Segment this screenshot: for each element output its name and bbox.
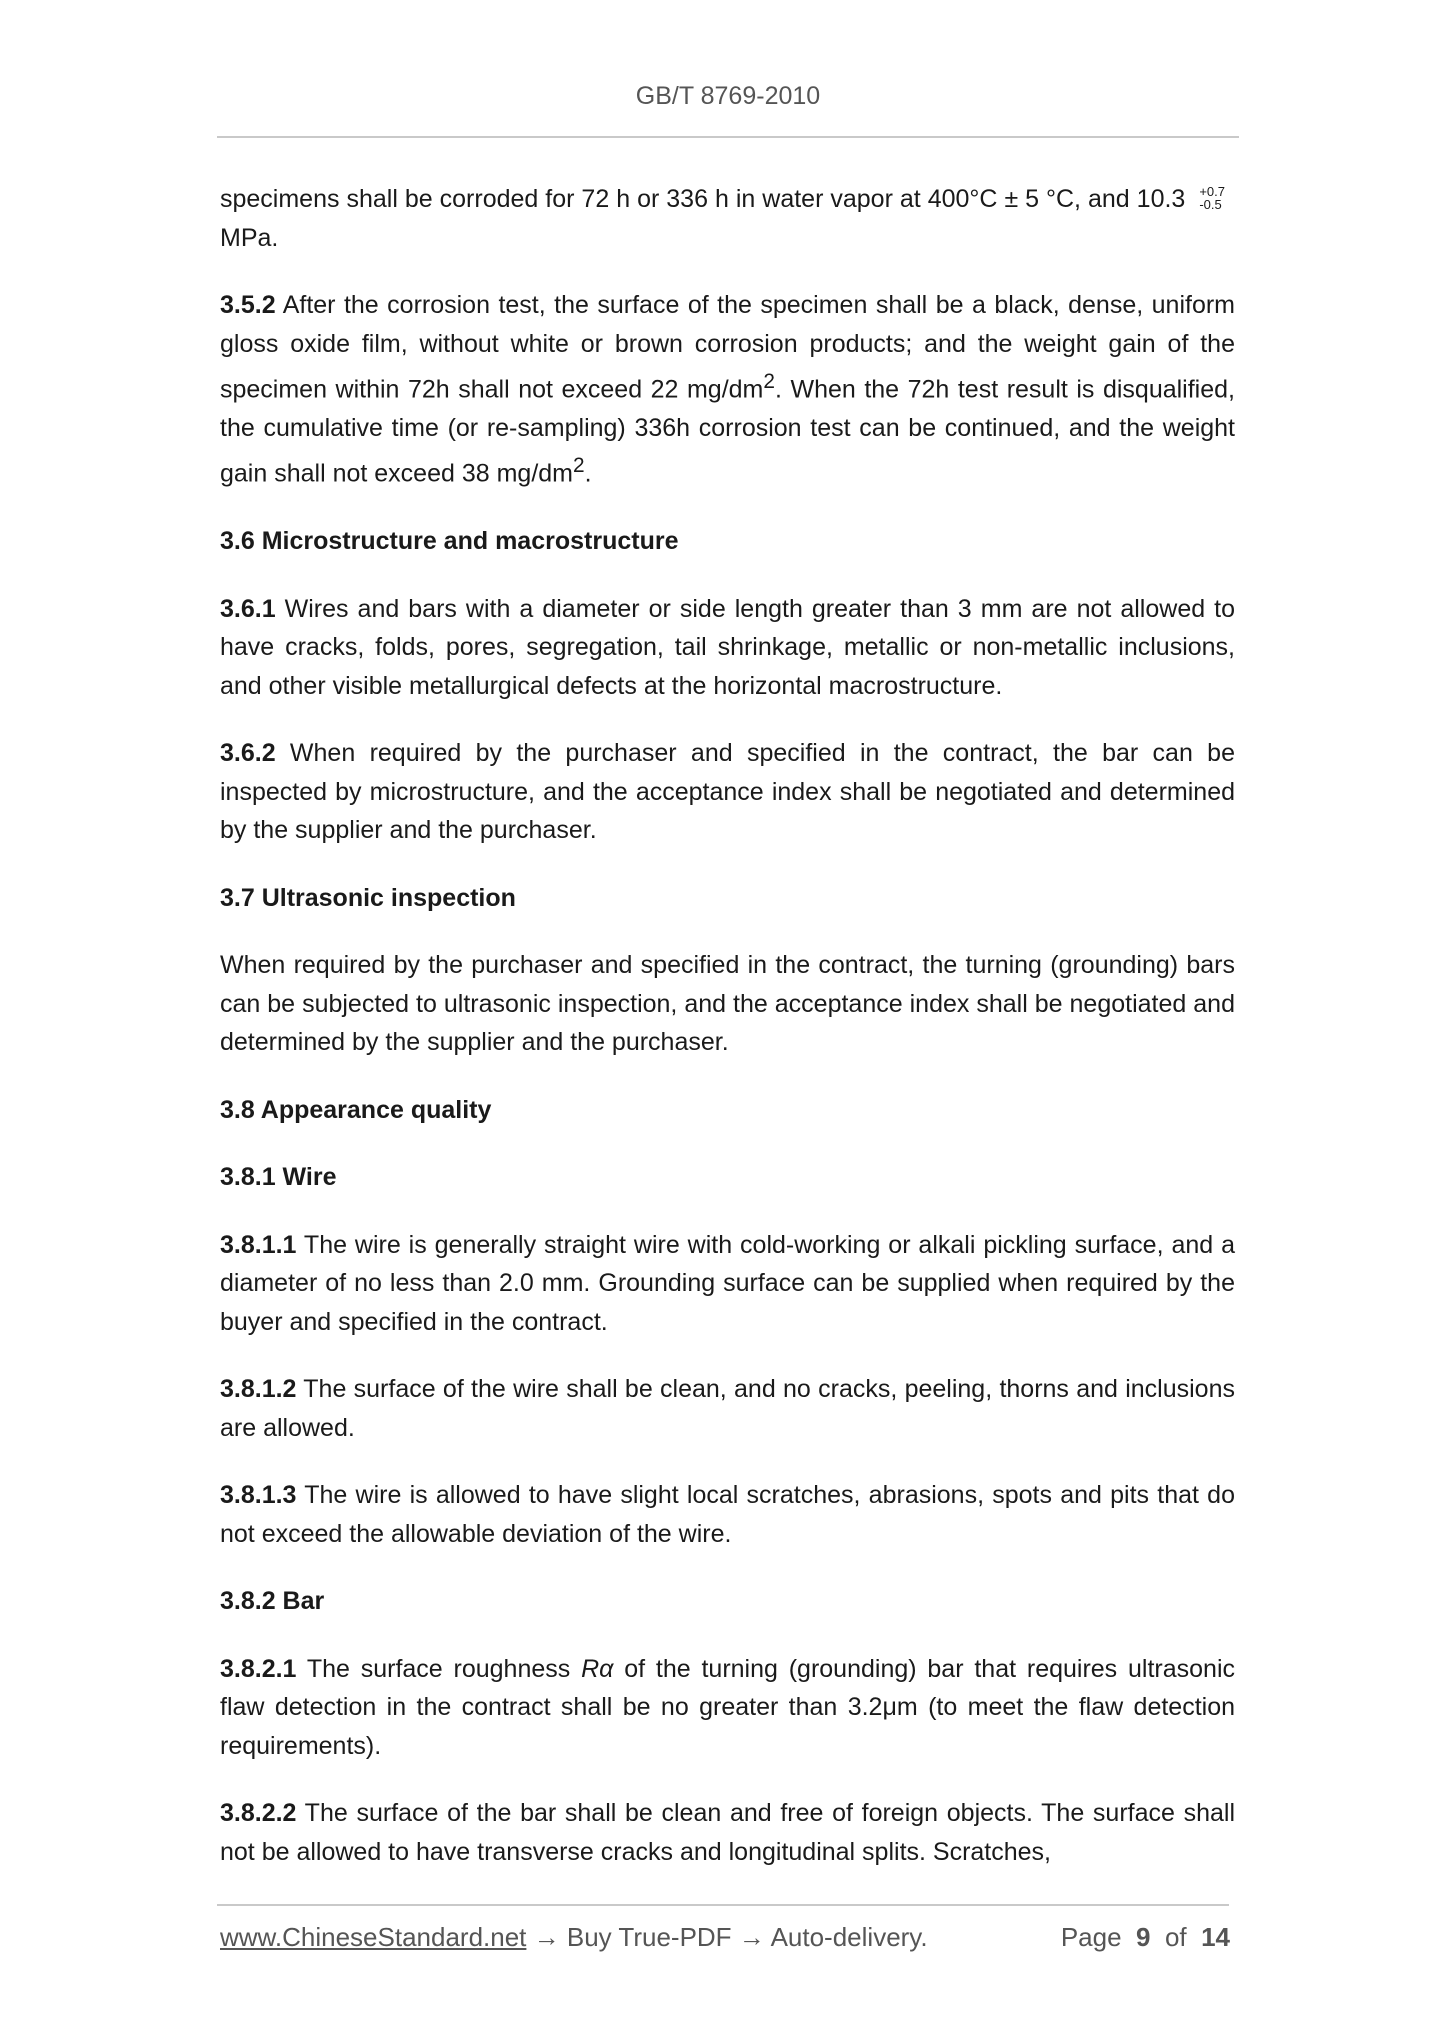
- footer-promo: [220, 1922, 928, 1953]
- superscript: 2: [763, 370, 775, 393]
- clause-number: 3.6.1: [220, 594, 276, 623]
- continuation-text: specimens shall be corroded for 72 h or 336 h in water vapor at 400°C ± 5 °C, and 10.3: [220, 185, 1186, 213]
- clause-number: 3.5.2: [220, 291, 276, 319]
- clause-3-8-2-1: [220, 1650, 1235, 1766]
- clause-text: of the turning (grounding) bar that requires ultrasonic flaw detection in the contract shall be no greater than 3.2μm (to meet the flaw detection requirements).: [220, 1654, 1235, 1760]
- clause-text: . When the 72h test result is disqualified, the cumulative time (or re-sampling) 336h corrosion test can be continued, and the weight gain shall not exceed 38 mg/dm: [220, 375, 1235, 488]
- clause-number: 3.8.1.1: [220, 1230, 297, 1259]
- section-heading-3-8-1: 3.8.1 Wire: [220, 1163, 337, 1192]
- pressure-tolerance: [1199, 185, 1225, 211]
- clause-text: When required by the purchaser and specified in the contract, the bar can be inspected by microstructure, and the acceptance index shall be negotiated and determined by the supplier and the purchaser.: [220, 739, 1235, 845]
- page-label: Page: [1060, 1922, 1122, 1952]
- section-heading-3-6: 3.6 Microstructure and macrostructure: [220, 527, 679, 556]
- clause-text: Wires and bars with a diameter or side length greater than 3 mm are not allowed to have cracks, folds, pores, segregation, tail shrinkage, metallic or non-metallic inclusions, and other visible metallurgical defects at the horizontal macrostructure.: [220, 594, 1235, 700]
- paragraph-3-7: When required by the purchaser and specified in the contract, the turning (grounding) bars can be subjected to ultrasonic inspection, and the acceptance index shall be negotiated and determined by the supplier and the purchaser.: [220, 951, 1235, 1057]
- clause-text: The wire is generally straight wire with cold-working or alkali pickling surface, and a diameter of no less than 2.0 mm. Grounding surface can be supplied when required by the buyer and specified in the contract.: [220, 1230, 1235, 1336]
- footer-divider: [217, 1904, 1229, 1906]
- page-footer: [220, 1922, 1230, 1962]
- tolerance-lower: -0.5: [1199, 197, 1222, 213]
- clause-text: The surface roughness: [296, 1654, 582, 1683]
- superscript: 2: [573, 454, 585, 478]
- clause-text: The surface of the bar shall be clean and free of foreign objects. The surface shall not be allowed to have transverse cracks and longitudinal splits. Scratches,: [220, 1799, 1235, 1866]
- current-page-number: 9: [1136, 1922, 1151, 1952]
- clause-3-8-1-2: [220, 1370, 1235, 1447]
- clause-number: 3.8.2.1: [220, 1654, 297, 1683]
- total-pages-number: 14: [1201, 1922, 1230, 1952]
- website-link[interactable]: www.ChineseStandard.net: [220, 1922, 527, 1952]
- continuation-unit: MPa.: [220, 223, 279, 252]
- promo-text: → Buy True-PDF → Auto-delivery.: [526, 1922, 928, 1952]
- roughness-symbol: Rα: [581, 1654, 614, 1683]
- clause-3-8-1-1: [220, 1226, 1235, 1342]
- clause-3-8-2-2: [220, 1794, 1235, 1871]
- clause-text: The surface of the wire shall be clean, and no cracks, peeling, thorns and inclusions are allowed.: [220, 1375, 1235, 1442]
- clause-number: 3.8.1.3: [220, 1481, 297, 1510]
- paragraph-3-5-1-continuation: [220, 180, 1235, 257]
- header-divider: [217, 136, 1239, 138]
- clause-number: 3.6.2: [220, 739, 276, 768]
- clause-3-5-2: [220, 286, 1235, 493]
- clause-number: 3.8.1.2: [220, 1375, 297, 1404]
- of-label: of: [1164, 1922, 1187, 1952]
- clause-3-6-2: [220, 734, 1235, 850]
- clause-number: 3.8.2.2: [220, 1799, 297, 1828]
- clause-text: After the corrosion test, the surface of the specimen shall be a black, dense, uniform gloss oxide film, without white or brown corrosion products; and the weight gain of the specimen within 72h shall not exceed 22 mg/dm: [220, 291, 1235, 404]
- section-heading-3-7: 3.7 Ultrasonic inspection: [220, 883, 516, 912]
- clause-3-6-1: [220, 590, 1235, 706]
- page-body: [220, 180, 1235, 1900]
- document-code-header: GB/T 8769-2010: [635, 82, 821, 110]
- page-indicator: [1061, 1922, 1230, 1953]
- tolerance-upper: +0.7: [1199, 184, 1225, 200]
- clause-text: The wire is allowed to have slight local scratches, abrasions, spots and pits that do not exceed the allowable deviation of the wire.: [220, 1481, 1235, 1548]
- clause-3-8-1-3: [220, 1476, 1235, 1553]
- clause-text: .: [584, 459, 592, 488]
- section-heading-3-8-2: 3.8.2 Bar: [220, 1587, 325, 1616]
- section-heading-3-8: 3.8 Appearance quality: [220, 1095, 492, 1124]
